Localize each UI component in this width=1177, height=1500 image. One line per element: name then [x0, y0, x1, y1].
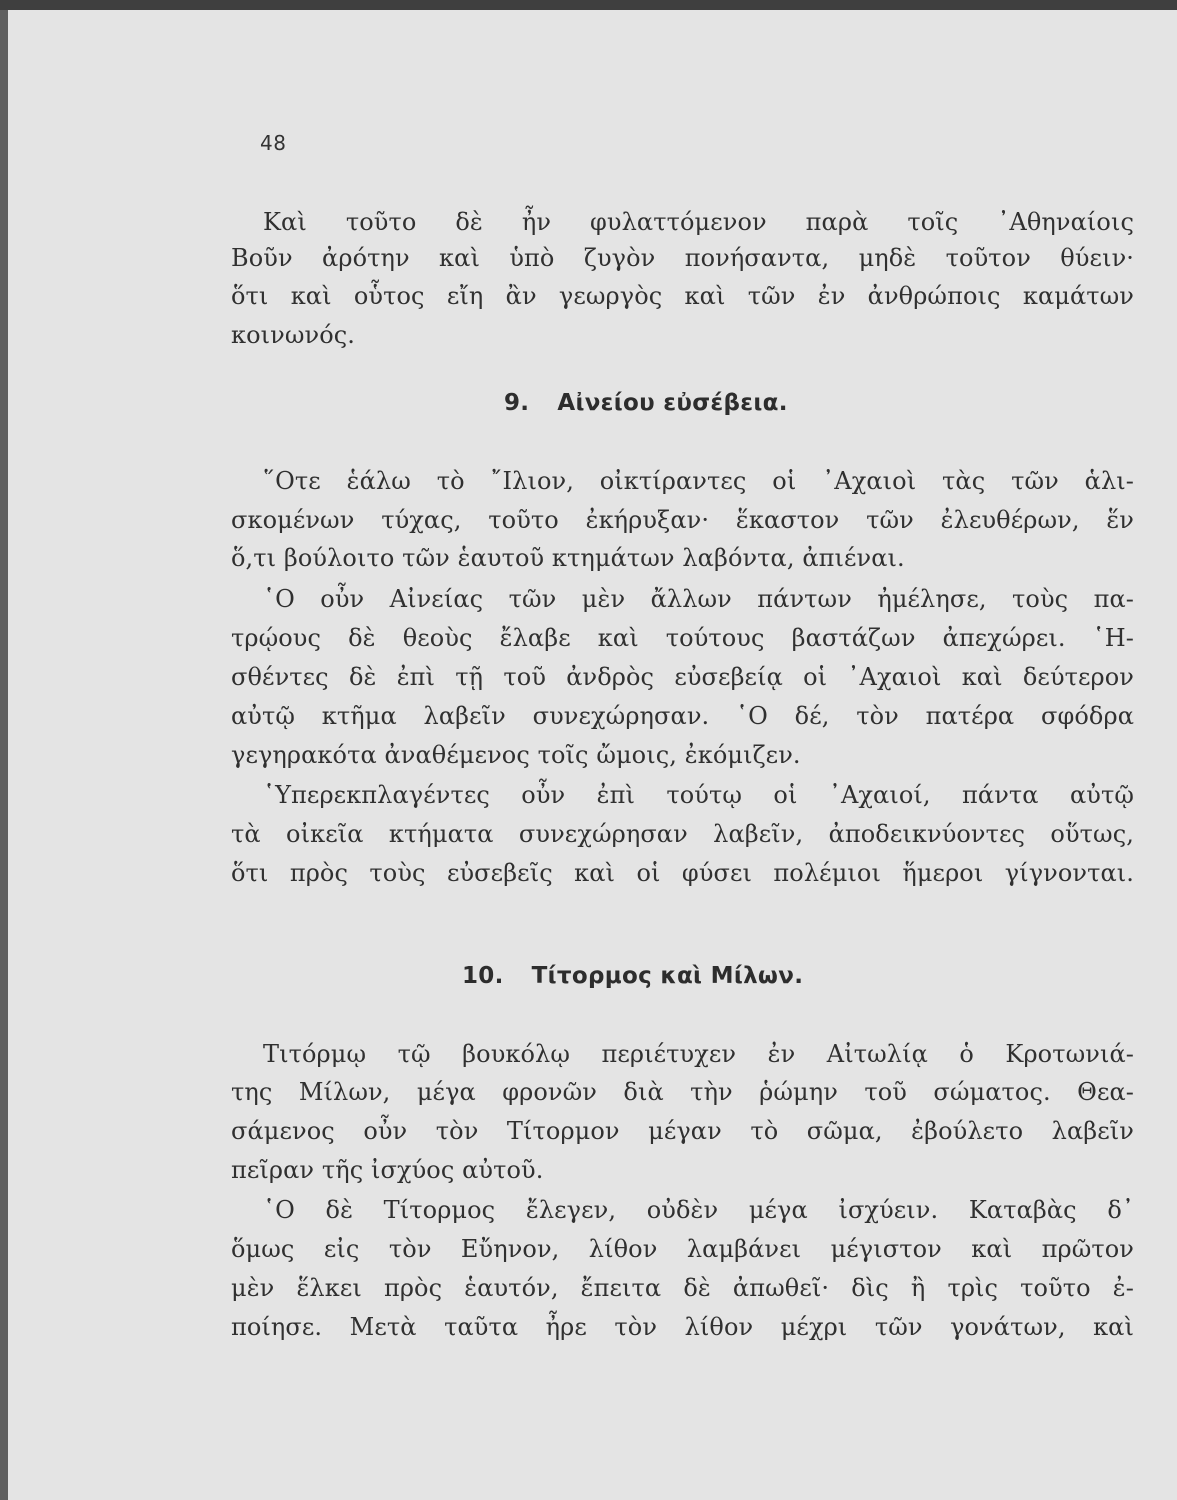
text-line: Τιτόρμῳ τῷ βουκόλῳ περιέτυχεν ἐν Αἰτωλίᾳ ὁ Κροτωνιά-: [263, 1040, 1134, 1068]
text-line: σάμενος οὖν τὸν Τίτορμον μέγαν τὸ σῶμα, ἐβούλετο λαβεῖν: [231, 1117, 1134, 1145]
text-line: τρῴους δὲ θεοὺς ἔλαβε καὶ τούτους βαστάζων ἀπεχώρει. ῾Η-: [231, 624, 1134, 652]
scan-edge: [0, 0, 1177, 10]
text-line: κοινωνός.: [231, 321, 356, 349]
text-line: ῞Οτε ἑάλω τὸ ῎Ιλιον, οἰκτίραντες οἱ ᾿Αχαιοὶ τὰς τῶν ἁλι-: [263, 467, 1134, 495]
section-number: 10.: [462, 963, 504, 989]
text-line: μὲν ἕλκει πρὸς ἑαυτόν, ἔπειτα δὲ ἀπωθεῖ· δὶς ἢ τρὶς τοῦτο ἐ-: [231, 1274, 1134, 1302]
text-line: σθέντες δὲ ἐπὶ τῇ τοῦ ἀνδρὸς εὐσεβείᾳ οἱ ᾿Αχαιοὶ καὶ δεύτερον: [231, 663, 1134, 691]
text-line: σκομένων τύχας, τοῦτο ἐκήρυξαν· ἕκαστον τῶν ἐλευθέρων, ἕν: [231, 506, 1134, 534]
text-line: ὅ,τι βούλοιτο τῶν ἑαυτοῦ κτημάτων λαβόντα, ἀπιέναι.: [231, 544, 905, 572]
text-line: Καὶ τοῦτο δὲ ἦν φυλαττόμενον παρὰ τοῖς ᾿Αθηναίοις: [263, 208, 1134, 236]
text-line: ὅτι καὶ οὗτος εἴη ἂν γεωργὸς καὶ τῶν ἐν ἀνθρώποις καμάτων: [231, 282, 1134, 310]
text-line: ὅτι πρὸς τοὺς εὐσεβεῖς καὶ οἱ φύσει πολέμιοι ἥμεροι γίγνονται.: [231, 859, 1134, 887]
section-title: Αἰνείου εὐσέβεια.: [557, 390, 788, 416]
book-page: [8, 10, 1177, 1500]
section-heading: [462, 963, 803, 989]
text-line: αὐτῷ κτῆμα λαβεῖν συνεχώρησαν. ῾Ο δέ, τὸν πατέρα σφόδρα: [231, 702, 1134, 730]
section-title: Τίτορμος καὶ Μίλων.: [531, 963, 804, 989]
text-line: τὰ οἰκεῖα κτήματα συνεχώρησαν λαβεῖν, ἀποδεικνύοντες οὕτως,: [231, 820, 1134, 848]
section-heading: [504, 390, 788, 416]
text-line: ῾Υπερεκπλαγέντες οὖν ἐπὶ τούτῳ οἱ ᾿Αχαιοί, πάντα αὐτῷ: [263, 781, 1134, 809]
text-line: ποίησε. Μετὰ ταῦτα ἦρε τὸν λίθον μέχρι τῶν γονάτων, καὶ: [231, 1313, 1134, 1341]
section-number: 9.: [504, 390, 530, 416]
page-number: 48: [260, 131, 287, 155]
text-line: πεῖραν τῆς ἰσχύος αὐτοῦ.: [231, 1156, 544, 1184]
text-line: Βοῦν ἀρότην καὶ ὑπὸ ζυγὸν πονήσαντα, μηδὲ τοῦτον θύειν·: [231, 244, 1134, 272]
text-line: γεγηρακότα ἀναθέμενος τοῖς ὤμοις, ἐκόμιζεν.: [231, 741, 801, 769]
text-line: ῾Ο δὲ Τίτορμος ἔλεγεν, οὐδὲν μέγα ἰσχύειν. Καταβὰς δ᾿: [263, 1196, 1134, 1224]
text-line: ὅμως εἰς τὸν Εὔηνον, λίθον λαμβάνει μέγιστον καὶ πρῶτον: [231, 1235, 1134, 1263]
text-line: ῾Ο οὖν Αἰνείας τῶν μὲν ἄλλων πάντων ἠμέλησε, τοὺς πα-: [263, 585, 1134, 613]
text-line: της Μίλων, μέγα φρονῶν διὰ τὴν ῥώμην τοῦ σώματος. Θεα-: [231, 1078, 1134, 1106]
